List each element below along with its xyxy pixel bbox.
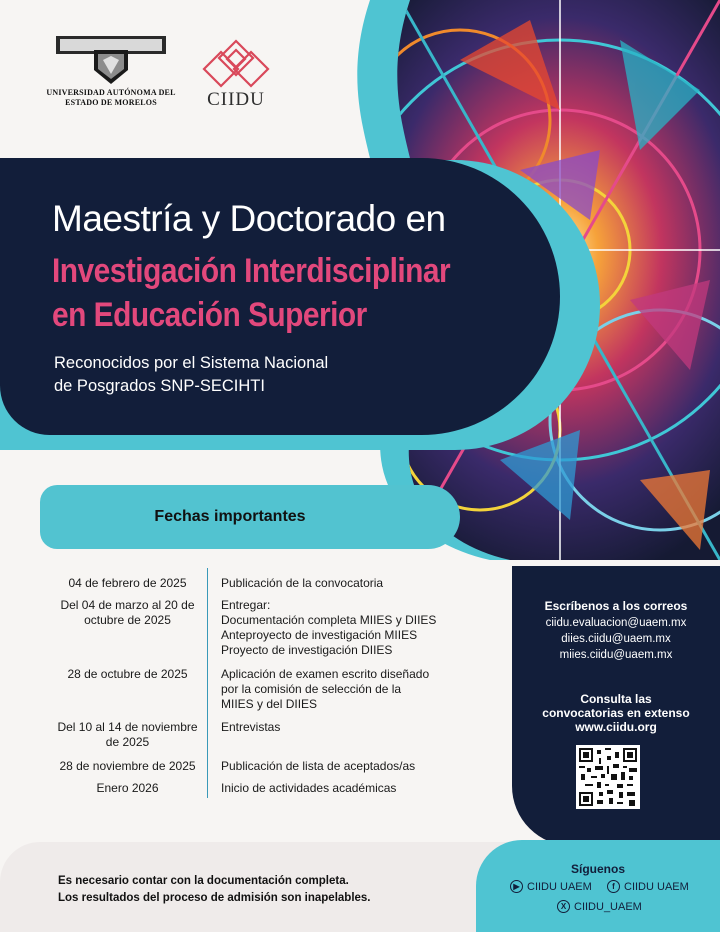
email-link[interactable]: diies.ciidu@uaem.mx xyxy=(561,633,671,645)
schedule-date xyxy=(50,720,205,750)
date-line: 04 de febrero de 2025 xyxy=(68,576,187,590)
consulta-line1: Consulta las xyxy=(580,692,652,706)
facebook-link[interactable] xyxy=(607,880,689,893)
email-link[interactable]: ciidu.evaluacion@uaem.mx xyxy=(545,617,687,629)
schedule-desc xyxy=(221,720,443,735)
desc-line: Entrevistas xyxy=(221,720,281,734)
youtube-link[interactable] xyxy=(510,880,592,893)
website-link[interactable]: www.ciidu.org xyxy=(575,720,657,734)
schedule-date xyxy=(50,576,205,591)
schedule-date xyxy=(50,781,205,796)
desc-line: Entregar: xyxy=(221,598,271,612)
desc-line: Documentación completa MIIES y DIIES xyxy=(221,613,437,627)
youtube-label: CIIDU UAEM xyxy=(527,880,592,893)
contact-heading: Escríbenos a los correos xyxy=(544,599,688,613)
footer-note-line1: Es necesario contar con la documentación completa. xyxy=(58,875,349,887)
desc-line: Publicación de la convocatoria xyxy=(221,576,384,590)
schedule-divider xyxy=(207,568,208,798)
desc-line: Proyecto de investigación DIIES xyxy=(221,643,393,657)
desc-line: Aplicación de examen escrito diseñado xyxy=(221,667,430,681)
qr-code-icon xyxy=(579,748,637,806)
uaem-crest-icon xyxy=(52,30,170,88)
uaem-name-line2: ESTADO DE MORELOS xyxy=(65,98,157,107)
schedule-desc xyxy=(221,781,443,796)
uaem-logo xyxy=(46,30,176,108)
desc-line: por la comisión de selección de la xyxy=(221,682,402,696)
schedule-date xyxy=(50,598,205,628)
date-line: Enero 2026 xyxy=(96,781,159,795)
facebook-icon: f xyxy=(607,880,620,893)
schedule-desc xyxy=(221,598,443,658)
subtitle xyxy=(54,352,414,398)
x-label: CIIDU_UAEM xyxy=(574,900,642,913)
ciidu-logo xyxy=(198,38,274,111)
ciidu-knot-icon xyxy=(201,38,271,88)
date-line: Del 10 al 14 de noviembre xyxy=(57,720,198,734)
consulta-block xyxy=(512,692,720,734)
desc-line: MIIES y del DIIES xyxy=(221,697,318,711)
footer-note xyxy=(58,873,438,907)
title-line2: Investigación Interdisciplinar xyxy=(52,252,451,290)
qr-code[interactable] xyxy=(576,745,640,809)
x-link[interactable] xyxy=(557,900,642,913)
schedule-desc xyxy=(221,576,443,591)
date-line: 28 de noviembre de 2025 xyxy=(59,759,196,773)
subtitle-line1: Reconocidos por el Sistema Nacional xyxy=(54,354,329,372)
date-line: Del 04 de marzo al 20 de xyxy=(60,598,195,612)
schedule-date xyxy=(50,667,205,682)
ciidu-name: CIIDU xyxy=(207,89,265,110)
uaem-name-line1: UNIVERSIDAD AUTÓNOMA DEL xyxy=(46,88,176,97)
desc-line: Anteproyecto de investigación MIIES xyxy=(221,628,418,642)
x-icon: X xyxy=(557,900,570,913)
subtitle-line2: de Posgrados SNP-SECIHTI xyxy=(54,377,265,395)
social-heading: Síguenos xyxy=(570,862,625,876)
desc-line: Inicio de actividades académicas xyxy=(221,781,397,795)
schedule-desc xyxy=(221,759,443,774)
schedule-desc xyxy=(221,667,443,712)
date-line: 28 de octubre de 2025 xyxy=(67,667,188,681)
youtube-icon: ▶ xyxy=(510,880,523,893)
fechas-heading: Fechas importantes xyxy=(154,508,306,525)
date-line: de 2025 xyxy=(105,735,150,749)
desc-line: Publicación de lista de aceptados/as xyxy=(221,759,416,773)
date-line: octubre de 2025 xyxy=(84,613,171,627)
title-line1: Maestría y Doctorado en xyxy=(52,198,446,239)
email-link[interactable]: miies.ciidu@uaem.mx xyxy=(559,649,673,661)
facebook-label: CIIDU UAEM xyxy=(624,880,689,893)
schedule-date xyxy=(50,759,205,774)
title-line3: en Educación Superior xyxy=(52,296,367,334)
footer-note-line2: Los resultados del proceso de admisión son inapelables. xyxy=(58,892,371,904)
consulta-line2: convocatorias en extenso xyxy=(542,706,690,720)
